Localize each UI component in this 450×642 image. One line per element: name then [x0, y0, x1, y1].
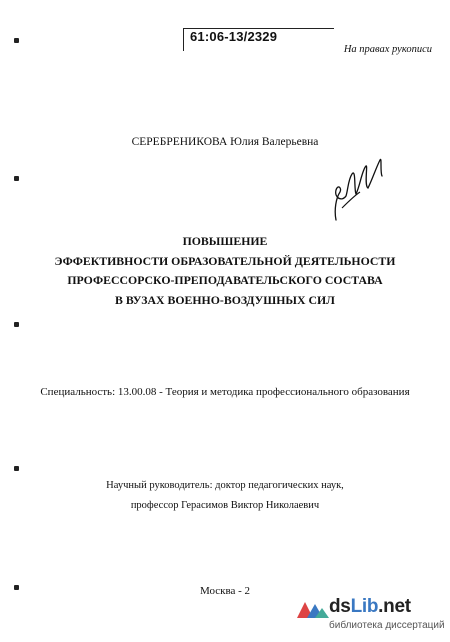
title-line: ПРОФЕССОРСКО-ПРЕПОДАВАТЕЛЬСКОГО СОСТАВА: [67, 273, 383, 287]
specialty-line: Специальность: 13.00.08 - Теория и методика профессионального образования: [40, 386, 410, 398]
binding-mark: [14, 38, 19, 43]
manuscript-rights-note: На правах рукописи: [343, 44, 432, 55]
watermark-name-suffix: .net: [378, 596, 411, 617]
binding-mark: [14, 466, 19, 471]
title-line: В ВУЗАХ ВОЕННО-ВОЗДУШНЫХ СИЛ: [115, 292, 335, 307]
author-name: СЕРЕБРЕНИКОВА Юлия Валерьевна: [131, 136, 319, 148]
watermark-name-prefix: ds: [329, 596, 351, 617]
watermark-site-name: [329, 596, 411, 618]
dissertation-title: [0, 232, 450, 310]
watermark-subtitle: библиотека диссертаций: [329, 620, 445, 631]
handwritten-signature: [330, 150, 390, 228]
title-line: ЭФФЕКТИВНОСТИ ОБРАЗОВАТЕЛЬНОЙ ДЕЯТЕЛЬНОСТИ: [54, 253, 396, 268]
dslib-watermark: [295, 596, 450, 642]
city-year: Москва - 2: [199, 585, 251, 597]
dslib-logo-icon: [295, 598, 331, 622]
supervisor-line: Научный руководитель: доктор педагогических наук,: [106, 480, 344, 491]
watermark-name-lib: Lib: [350, 596, 379, 617]
archive-stamp-number: 61:06-13/2329: [190, 29, 278, 44]
binding-mark: [14, 322, 19, 327]
supervisor-line: профессор Герасимов Виктор Николаевич: [130, 500, 320, 511]
binding-mark: [14, 176, 19, 181]
scientific-supervisor: [0, 476, 450, 516]
title-line: ПОВЫШЕНИЕ: [182, 234, 268, 248]
